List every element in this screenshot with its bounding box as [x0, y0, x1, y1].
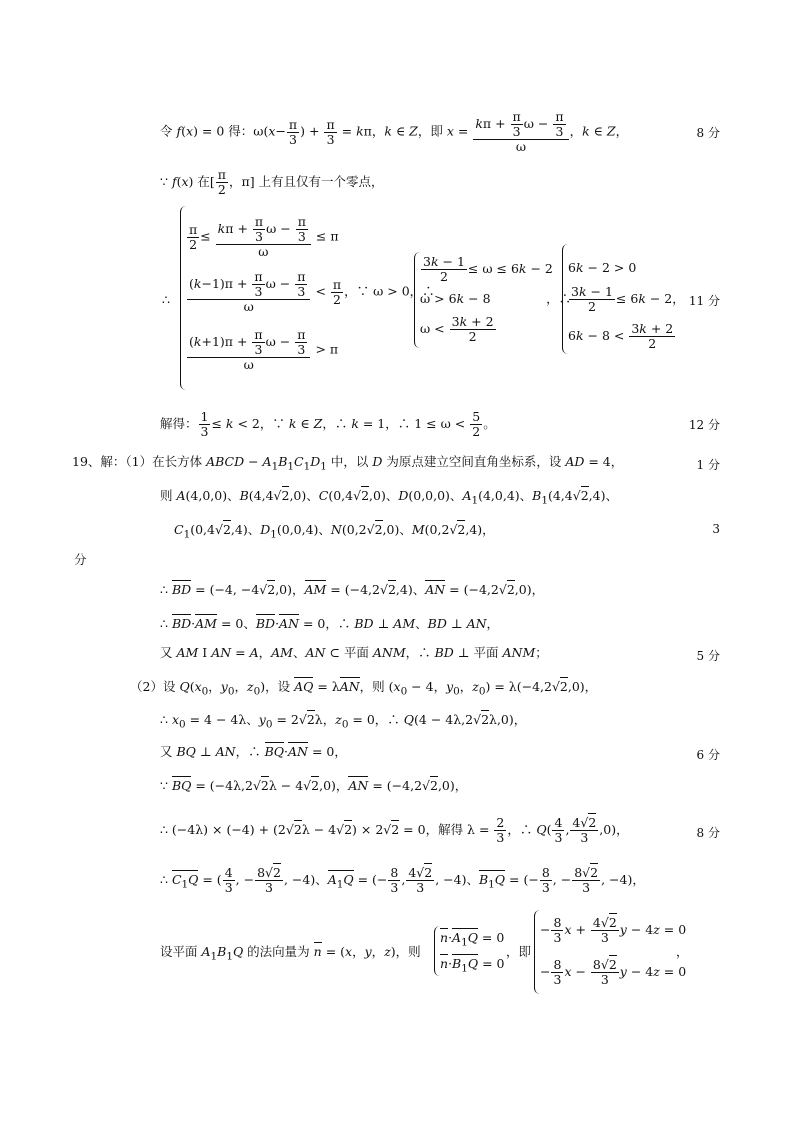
- line-13: 又 BQ ⊥ AN，∴ BQ·AN = 0，: [160, 744, 347, 759]
- line-2: ∵ f(x) 在[ $\frac{\pi}{2}$ ，π] 上有且仅有一个零点，: [160, 167, 384, 197]
- score-5: 5 分: [696, 649, 720, 663]
- line-16: ∴ $C_1Q$ = ( $\frac{4}{3}$ , − $\frac{8√2}{3}$ , −4)、$A_1Q$ = (− $\frac{8}{3}$ , $\frac{4√2}{3}$ , −4)、$B_1Q$ = (− $\frac{8}{3}$ , − $\frac{8√2}{3}$ , −4)，: [160, 865, 645, 895]
- score-11: 11 分: [688, 294, 720, 308]
- line-5: 19、解：（1）在长方体 ABCD − $A_1B_1C_1D_1$ 中，以 D 为原点建立空间直角坐标系，设 AD = 4，: [72, 454, 624, 473]
- line-12: ∴ $x_0 = 4 - 4\lambda$、$y_0 = 2√2\lambda$，$z_0 = 0$，∴ Q(4 − 4λ,2√2λ,0)，: [160, 712, 527, 731]
- line-9: ∴ BD·AM = 0、BD·AN = 0，∴ BD ⊥ AM、BD ⊥ AN，: [160, 616, 500, 631]
- line-6: 则 A(4,0,0)、B(4,4√2,0)、C(0,4√2,0)、D(0,0,0)、$A_1(4,0,4)$、$B_1(4,4√2,4)$、: [160, 488, 618, 507]
- line-10: 又 AM I AN = A，AM、AN ⊂ 平面 ANM，∴ BD ⊥ 平面 ANM；: [160, 645, 548, 660]
- score-6: 6 分: [696, 748, 720, 762]
- line-7: $C_1(0,4√2,4)$、$D_1(0,0,4)$、N(0,2√2,0)、M(0,2√2,4)，: [174, 522, 495, 541]
- score-8: 8 分: [696, 126, 720, 140]
- line-4: 解得： $\frac{1}{3}$ ≤ k < 2，∵ k ∈ Z，∴ k = 1，∴ 1 ≤ ω < $\frac{5}{2}$ 。: [160, 409, 496, 439]
- score-3-unit: 分: [74, 552, 87, 567]
- line-8: ∴ BD = (−4, −4√2,0)，AM = (−4,2√2,4)、AN = (−4,2√2,0)，: [160, 582, 545, 597]
- line-11: （2）设 $Q(x_0$，$y_0$，$z_0$)，设 AQ = λAN，则 ($x_0 - 4$，$y_0$，$z_0) = \lambda(-4,2√2,0)$，: [130, 679, 598, 698]
- line-15: ∴ (−4λ) × (−4) + (2√2λ − 4√2) × 2√2 = 0，解得 λ = $\frac{2}{3}$ ，∴ Q( $\frac{4}{3}$ , $\frac{4√2}{3}$ ,0)，: [160, 815, 629, 845]
- line-14: ∵ BQ = (−4λ,2√2λ − 4√2,0)，AN = (−4,2√2,0)，: [160, 778, 468, 793]
- score-8b: 8 分: [696, 826, 720, 840]
- line-1: 令 f(x) = 0 得：ω(x− $\frac{\pi}{3}$ ) + $\frac{\pi}{3}$ = kπ，k ∈ Z，即 x = kπ + $\frac{\pi}{3}$ ω − $\frac{\pi}{3}$ ω ，k ∈ Z，: [160, 109, 629, 154]
- score-3: 3: [712, 522, 720, 536]
- score-1: 1 分: [696, 458, 720, 472]
- score-12: 12 分: [688, 418, 720, 432]
